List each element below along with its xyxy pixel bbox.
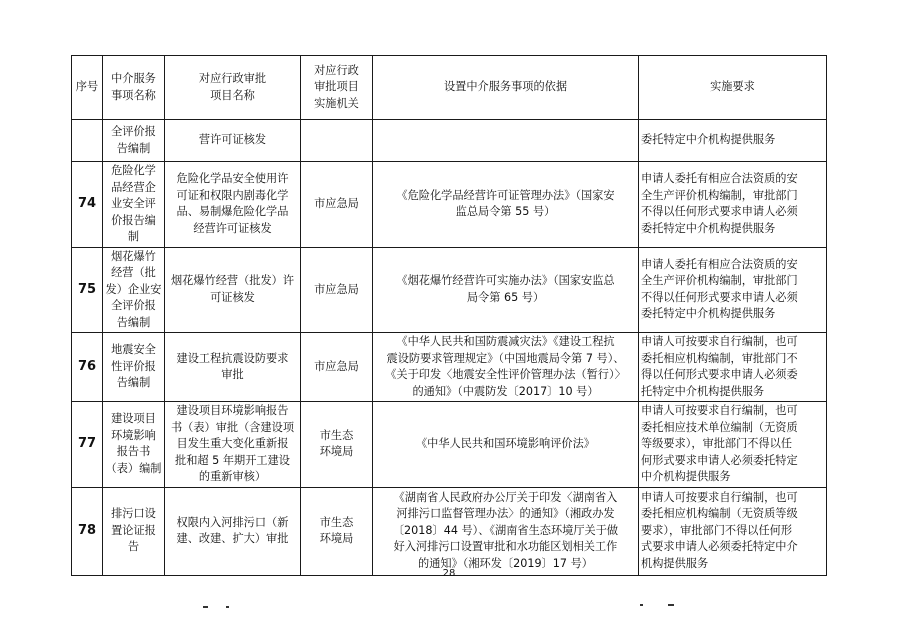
service-name-cell: 建设项目 环境影响 报告书 （表）编制 bbox=[103, 402, 165, 488]
requirement-cell: 委托特定中介机构提供服务 bbox=[639, 120, 827, 162]
service-name-cell: 全评价报 告编制 bbox=[103, 120, 165, 162]
basis-cell: 《中华人民共和国防震减灾法》《建设工程抗 震设防要求管理规定》（中国地震局令第 7 号）、 《关于印发〈地震安全性评价管理办法（暂行）〉 的通知》（中震防发〔2017〕10 号） bbox=[373, 333, 639, 402]
header-seq: 序号 bbox=[72, 56, 103, 120]
header-agency: 对应行政 审批项目 实施机关 bbox=[301, 56, 373, 120]
agency-cell: 市生态 环境局 bbox=[301, 487, 373, 575]
header-row bbox=[72, 56, 827, 120]
table-row bbox=[72, 120, 827, 162]
approval-item-cell: 建设工程抗震设防要求 审批 bbox=[165, 333, 301, 402]
basis-cell: 《烟花爆竹经营许可实施办法》（国家安监总 局令第 65 号） bbox=[373, 247, 639, 333]
basis-cell bbox=[373, 120, 639, 162]
approval-item-cell: 建设项目环境影响报告 书（表）审批（含建设项 目发生重大变化重新报 批和超 5 年期开工建设 的重新审核） bbox=[165, 402, 301, 488]
requirement-cell: 申请人委托有相应合法资质的安 全生产评价机构编制，审批部门 不得以任何形式要求申请人必须 委托特定中介机构提供服务 bbox=[639, 247, 827, 333]
service-name-cell: 危险化学 品经营企 业安全评 价报告编 制 bbox=[103, 162, 165, 248]
row-number: 75 bbox=[72, 247, 103, 333]
header-basis: 设置中介服务事项的依据 bbox=[373, 56, 639, 120]
row-number: 74 bbox=[72, 162, 103, 248]
agency-cell: 市应急局 bbox=[301, 162, 373, 248]
agency-cell: 市应急局 bbox=[301, 333, 373, 402]
table-row bbox=[72, 162, 827, 248]
table-row bbox=[72, 487, 827, 575]
agency-cell: 市生态 环境局 bbox=[301, 402, 373, 488]
agency-cell: 市应急局 bbox=[301, 247, 373, 333]
row-number: 78 bbox=[72, 487, 103, 575]
header-item: 对应行政审批 项目名称 bbox=[165, 56, 301, 120]
approval-item-cell: 烟花爆竹经营（批发）许 可证核发 bbox=[165, 247, 301, 333]
service-name-cell: 烟花爆竹 经营（批 发）企业安 全评价报 告编制 bbox=[103, 247, 165, 333]
requirement-cell: 申请人可按要求自行编制，也可 委托相应机构编制，审批部门不 得以任何形式要求申请人必须委 托特定中介机构提供服务 bbox=[639, 333, 827, 402]
header-requirement: 实施要求 bbox=[639, 56, 827, 120]
table-row bbox=[72, 333, 827, 402]
agency-cell bbox=[301, 120, 373, 162]
approval-item-cell: 营许可证核发 bbox=[165, 120, 301, 162]
scan-speck bbox=[640, 604, 643, 606]
approval-item-cell: 危险化学品安全使用许 可证和权限内剧毒化学 品、易制爆危险化学品 经营许可证核发 bbox=[165, 162, 301, 248]
requirement-cell: 申请人委托有相应合法资质的安 全生产评价机构编制，审批部门 不得以任何形式要求申请人必须 委托特定中介机构提供服务 bbox=[639, 162, 827, 248]
service-name-cell: 地震安全 性评价报 告编制 bbox=[103, 333, 165, 402]
basis-cell: 《危险化学品经营许可证管理办法》（国家安 监总局令第 55 号） bbox=[373, 162, 639, 248]
row-number: 77 bbox=[72, 402, 103, 488]
page-number: 28 bbox=[442, 568, 456, 579]
approval-item-cell: 权限内入河排污口（新 建、改建、扩大）审批 bbox=[165, 487, 301, 575]
scan-speck bbox=[668, 604, 674, 606]
basis-cell: 《湖南省人民政府办公厅关于印发〈湖南省入 河排污口监督管理办法〉的通知》（湘政办发 〔2018〕44 号）、《湖南省生态环境厅关于做 好入河排污口设置审批和水功能区划相关工作 的通知》（湘环发〔2019〕17 号） bbox=[373, 487, 639, 575]
table-row bbox=[72, 402, 827, 488]
header-service: 中介服务 事项名称 bbox=[103, 56, 165, 120]
basis-cell: 《中华人民共和国环境影响评价法》 bbox=[373, 402, 639, 488]
approval-table bbox=[71, 55, 827, 576]
row-number bbox=[72, 120, 103, 162]
requirement-cell: 申请人可按要求自行编制，也可 委托相应技术单位编制（无资质 等级要求），审批部门不得以任 何形式要求申请人必须委托特定 中介机构提供服务 bbox=[639, 402, 827, 488]
requirement-cell: 申请人可按要求自行编制，也可 委托相应机构编制（无资质等级 要求），审批部门不得以任何形 式要求申请人必须委托特定中介 机构提供服务 bbox=[639, 487, 827, 575]
row-number: 76 bbox=[72, 333, 103, 402]
table-row bbox=[72, 247, 827, 333]
scan-speck bbox=[203, 606, 208, 608]
service-name-cell: 排污口设 置论证报 告 bbox=[103, 487, 165, 575]
scan-speck bbox=[226, 606, 229, 608]
